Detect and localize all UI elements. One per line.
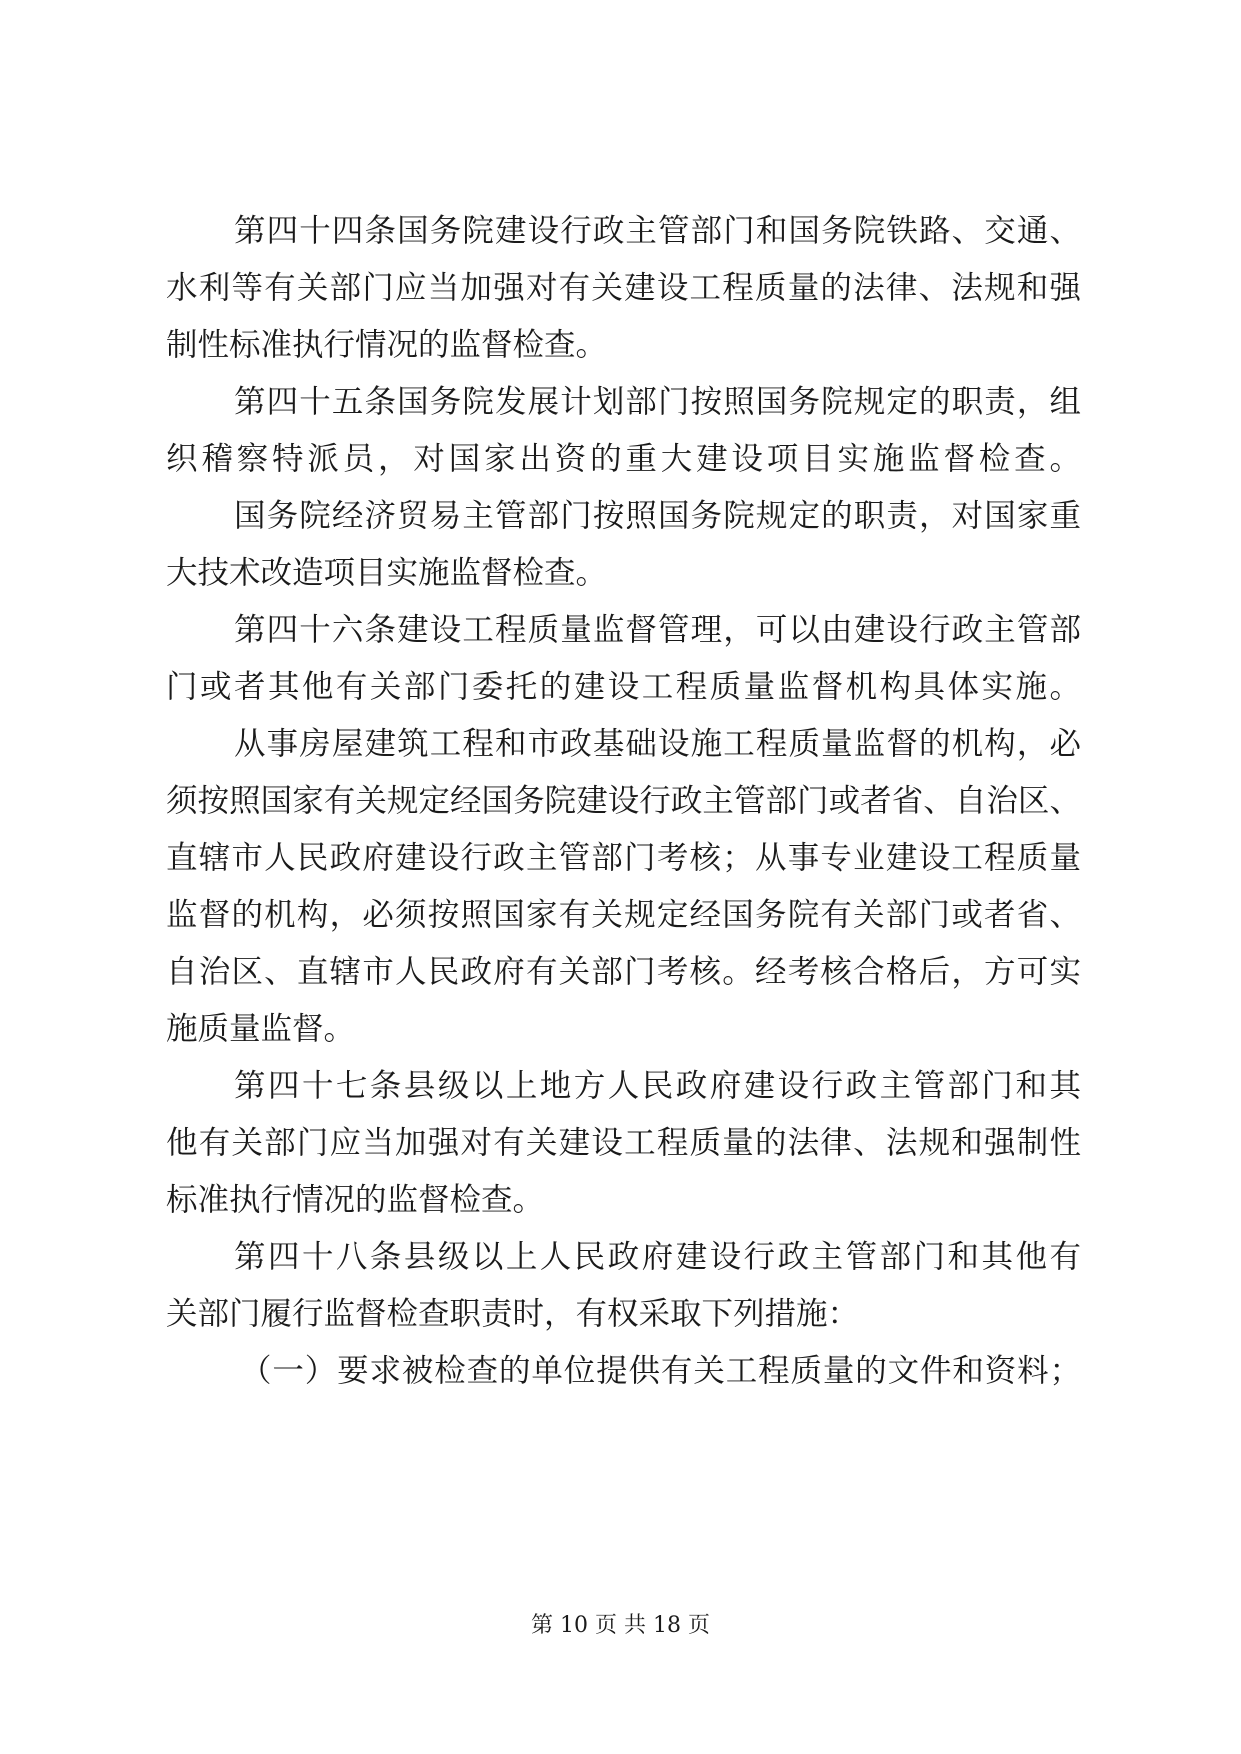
- paragraph-line: 水利等有关部门应当加强对有关建设工程质量的法律、法规和强: [166, 270, 1081, 306]
- page-footer: 第 10 页 共 18 页: [531, 1613, 710, 1638]
- paragraph-line: 自治区、直辖市人民政府有关部门考核。经考核合格后，方可实: [166, 954, 1081, 990]
- paragraph-line: 国务院经济贸易主管部门按照国务院规定的职责，对国家重: [234, 498, 1081, 534]
- paragraph-line: 织稽察特派员，对国家出资的重大建设项目实施监督检查。: [166, 441, 1081, 477]
- paragraph-line: 大技术改造项目实施监督检查。: [166, 555, 608, 591]
- paragraph-line: 第四十七条县级以上地方人民政府建设行政主管部门和其: [234, 1068, 1081, 1104]
- paragraph-line: 第四十八条县级以上人民政府建设行政主管部门和其他有: [234, 1239, 1081, 1275]
- paragraph-line: 施质量监督。: [166, 1011, 356, 1047]
- list-item: （一）要求被检查的单位提供有关工程质量的文件和资料；: [240, 1353, 1081, 1389]
- paragraph-line: 第四十四条国务院建设行政主管部门和国务院铁路、交通、: [234, 213, 1081, 249]
- paragraph-line: 第四十六条建设工程质量监督管理，可以由建设行政主管部: [234, 612, 1081, 648]
- paragraph-line: 监督的机构，必须按照国家有关规定经国务院有关部门或者省、: [166, 897, 1081, 933]
- paragraph-line: 须按照国家有关规定经国务院建设行政主管部门或者省、自治区、: [166, 783, 1081, 819]
- paragraph-line: 制性标准执行情况的监督检查。: [166, 327, 608, 363]
- paragraph-line: 从事房屋建筑工程和市政基础设施工程质量监督的机构，必: [234, 726, 1081, 762]
- paragraph-line: 他有关部门应当加强对有关建设工程质量的法律、法规和强制性: [166, 1125, 1081, 1161]
- paragraph-line: 直辖市人民政府建设行政主管部门考核；从事专业建设工程质量: [166, 840, 1081, 876]
- paragraph-line: 标准执行情况的监督检查。: [166, 1182, 545, 1218]
- paragraph-line: 门或者其他有关部门委托的建设工程质量监督机构具体实施。: [166, 669, 1081, 705]
- paragraph-line: 第四十五条国务院发展计划部门按照国务院规定的职责，组: [234, 384, 1081, 420]
- paragraph-line: 关部门履行监督检查职责时，有权采取下列措施：: [166, 1296, 860, 1332]
